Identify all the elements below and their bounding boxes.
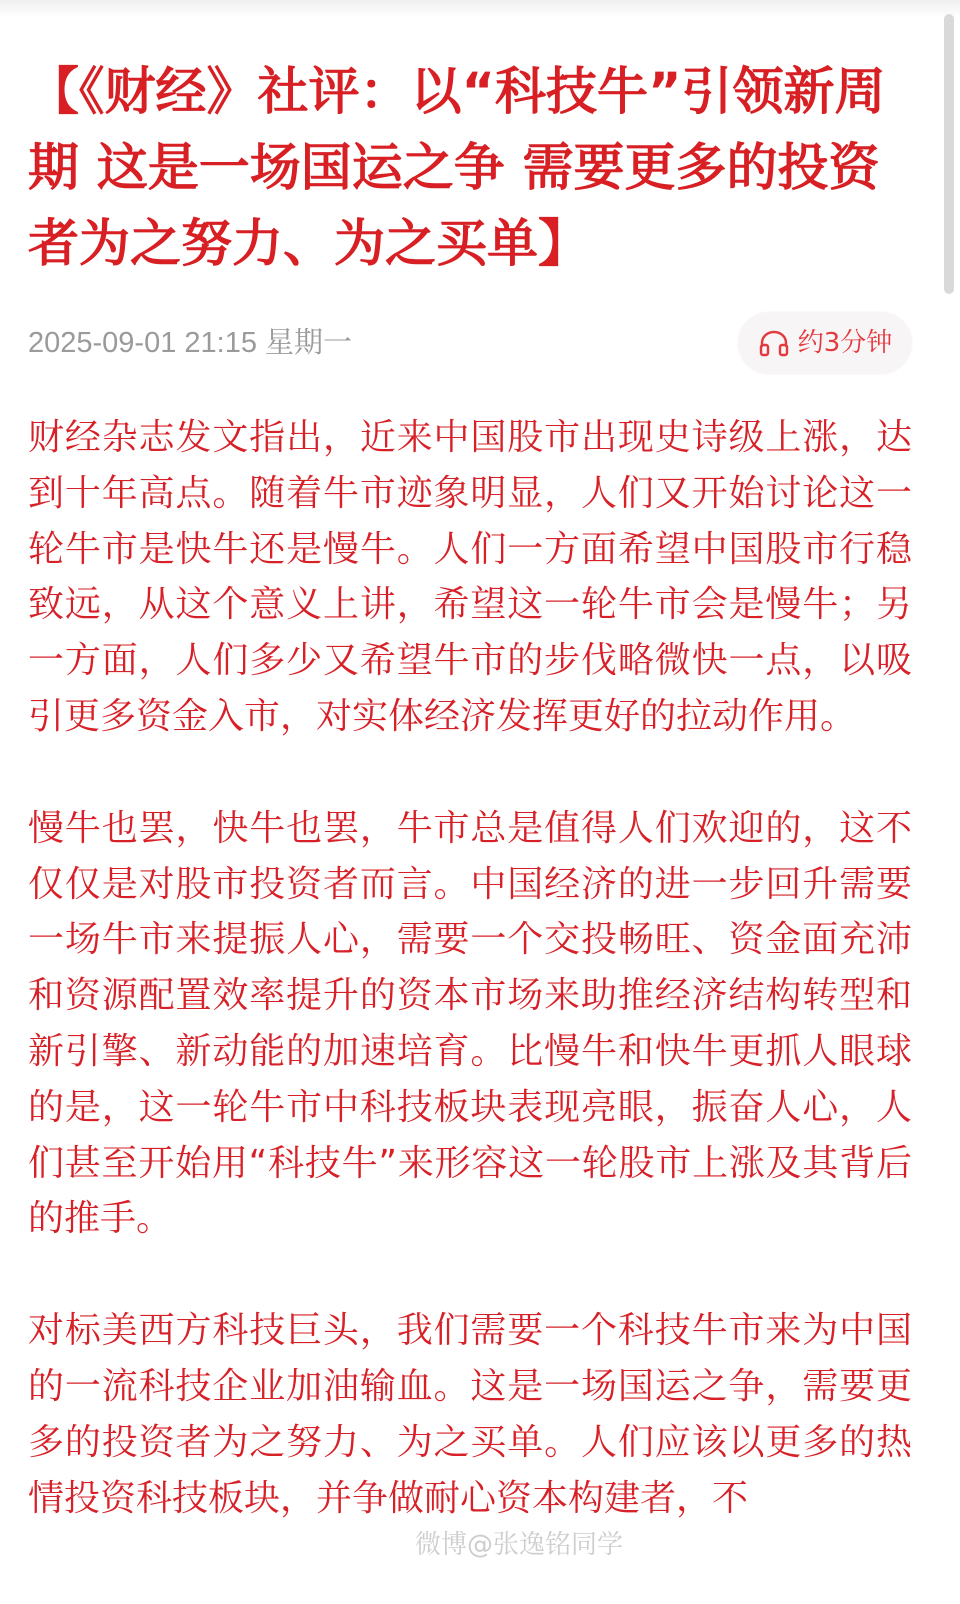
article-title: 【《财经》社评：以“科技牛”引领新周期 这是一场国运之争 需要更多的投资者为之努力、为之买单】 bbox=[28, 63, 886, 274]
vertical-scrollbar[interactable] bbox=[944, 14, 954, 294]
article-body bbox=[28, 410, 912, 1582]
weibo-watermark: 微博@张逸铭同学 bbox=[415, 1530, 624, 1560]
article-paragraph: 财经杂志发文指出，近来中国股市出现史诗级上涨，达到十年高点。随着牛市迹象明显，人们又开始讨论这一轮牛市是快牛还是慢牛。人们一方面希望中国股市行稳致远，从这个意义上讲，希望这一轮牛市会是慢牛；另一方面，人们多少又希望牛市的步伐略微快一点，以吸引更多资金入市，对实体经济发挥更好的拉动作用。 bbox=[28, 417, 912, 737]
listen-duration-button[interactable] bbox=[738, 312, 912, 374]
article-paragraph: 慢牛也罢，快牛也罢，牛市总是值得人们欢迎的，这不仅仅是对股市投资者而言。中国经济的进一步回升需要一场牛市来提振人心，需要一个交投畅旺、资金面充沛和资源配置效率提升的资本市场来助推经济结构转型和新引擎、新动能的加速培育。比慢牛和快牛更抓人眼球的是，这一轮牛市中科技板块表现亮眼，振奋人心，人们甚至开始用“科技牛”来形容这一轮股市上涨及其背后的推手。 bbox=[28, 807, 912, 1240]
top-shadow bbox=[0, 0, 960, 18]
article-paragraph: 对标美西方科技巨头，我们需要一个科技牛市来为中国的一流科技企业加油输血。这是一场国运之争，需要更多的投资者为之努力、为之买单。人们应该以更多的热情投资科技板块，并争做耐心资本构建者，不 bbox=[28, 1310, 912, 1519]
headphone-icon bbox=[758, 329, 790, 357]
publish-date: 2025-09-01 21:15 星期一 bbox=[28, 327, 353, 359]
listen-duration-label: 约3分钟 bbox=[797, 328, 893, 358]
